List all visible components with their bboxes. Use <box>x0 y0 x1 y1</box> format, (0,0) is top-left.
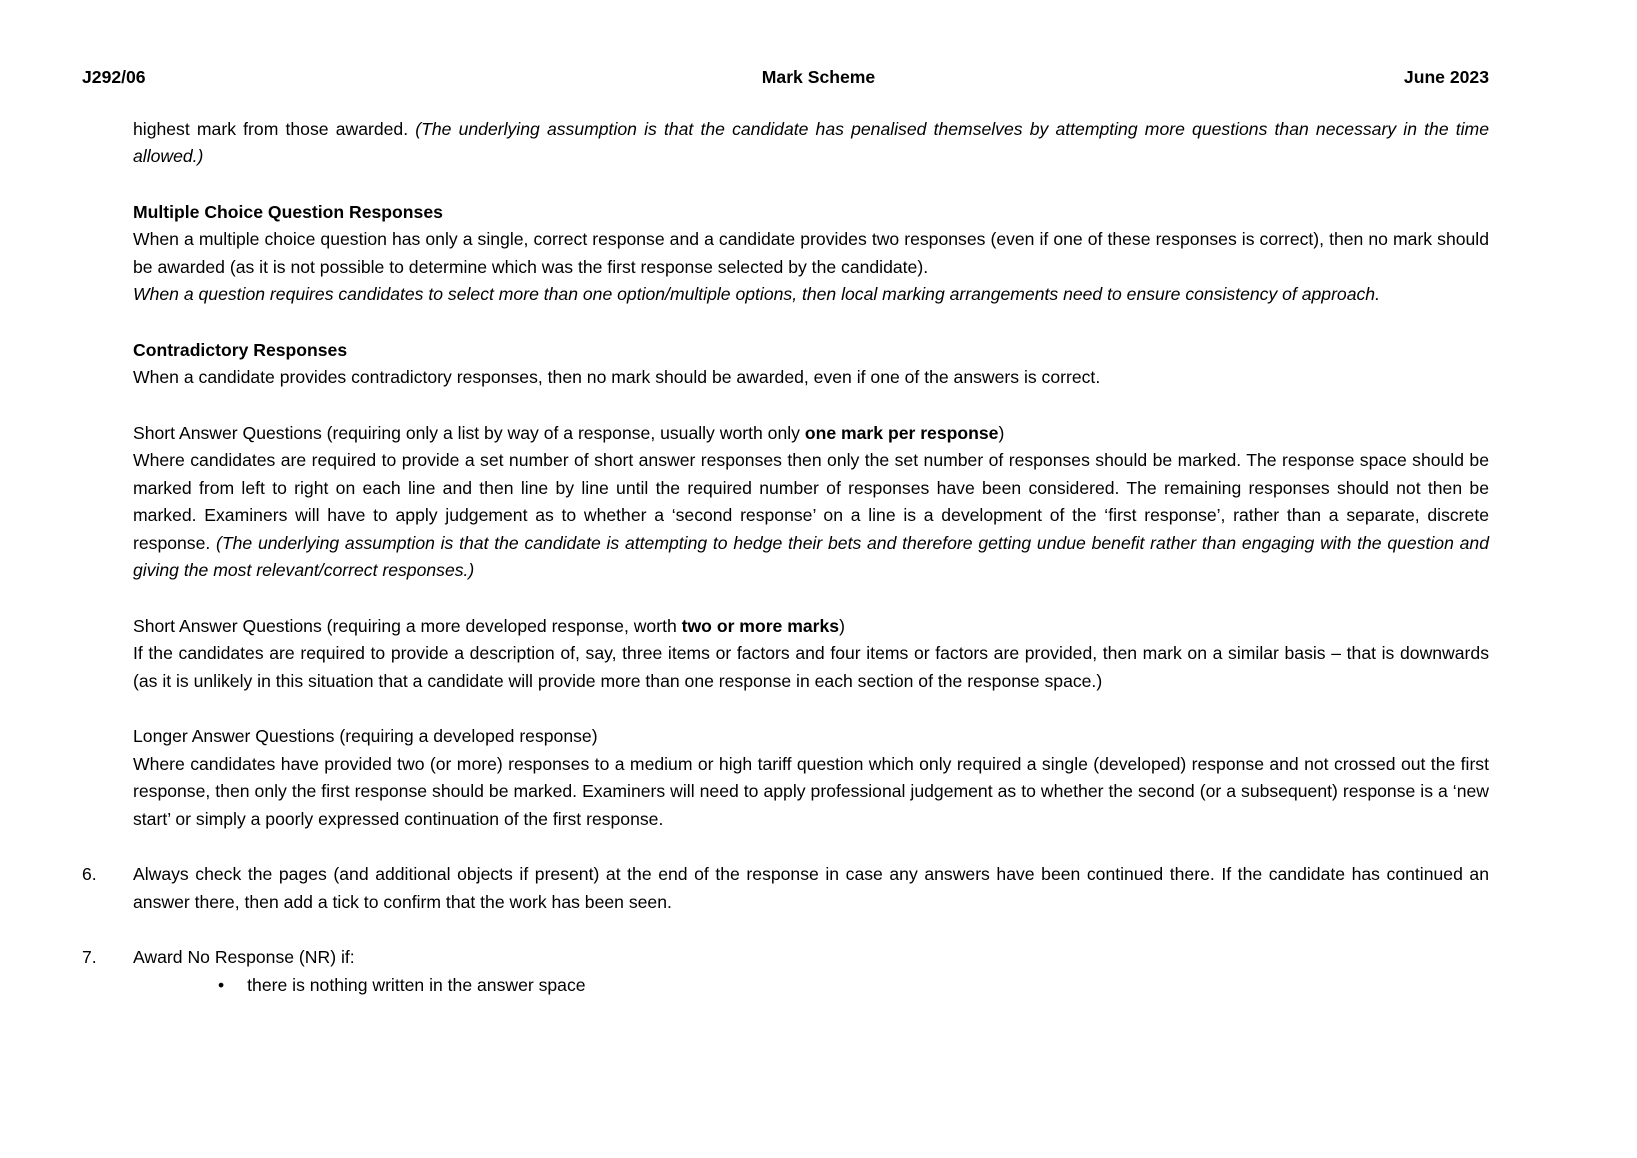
intro-italic-text: (The underlying assumption is that the candidate has penalised themselves by attempting more questions than necessary in the time allowed.) <box>133 118 1490 166</box>
multiple-choice-italic-paragraph: When a question requires candidates to select more than one option/multiple options, then local marking arrangements need to ensure consistency of approach. <box>133 284 1380 304</box>
list-item-6-number: 6. <box>82 864 97 884</box>
heading-short-answer-list <box>133 420 1489 448</box>
document-body <box>82 116 1490 1000</box>
short-answer-developed-heading-start: Short Answer Questions (requiring a more developed response, worth <box>133 615 682 636</box>
short-answer-list-heading-start: Short Answer Questions (requiring only a list by way of a response, usually worth only <box>133 422 805 443</box>
section-longer-answer <box>133 723 1489 833</box>
list-item-7-bullet <box>133 972 1489 1000</box>
multiple-choice-paragraph: When a multiple choice question has only a single, correct response and a candidate provides two responses (even if one of these responses is correct), then no mark should be awarded (as it is not possible to determine which was the first response selected by the candidate). <box>133 229 1489 277</box>
heading-longer-answer: Longer Answer Questions (requiring a developed response) <box>133 726 598 746</box>
list-item-7-paragraph: Award No Response (NR) if: <box>133 947 355 967</box>
heading-short-answer-developed <box>133 613 1489 641</box>
longer-answer-paragraph: Where candidates have provided two (or more) responses to a medium or high tariff question which only required a single (developed) response and not crossed out the first response, then only the first response should be marked. Examiners will need to apply professional judgement as to whether the second (or a subsequent) response is a ‘new start’ or simply a poorly expressed continuation of the first response. <box>133 753 1489 829</box>
section-contradictory <box>133 337 1489 392</box>
list-item-6-paragraph: Always check the pages (and additional objects if present) at the end of the response in case any answers have been continued there. If the candidate has continued an answer there, then add a tick to confirm that the work has been seen. <box>133 864 1489 912</box>
short-answer-list-normal-text: Where candidates are required to provide a set number of short answer responses then only the set number of responses should be marked. The response space should be marked from left to right on each line and then line by line until the required number of responses have been considered. The remaining responses should not then be marked. Examiners will have to apply judgement as to whether a ‘second response’ on a line is a development of the ‘first response’, rather than a separate, discrete response. <box>133 450 1489 553</box>
doc-title: Mark Scheme <box>761 67 876 87</box>
short-answer-list-italic-text: (The underlying assumption is that the candidate is attempting to hedge their bets and therefore getting undue benefit rather than engaging with the question and giving the most relevant/correct responses.) <box>133 532 1489 580</box>
heading-multiple-choice: Multiple Choice Question Responses <box>133 201 443 222</box>
intro-paragraph <box>133 116 1489 171</box>
short-answer-list-heading-end: ) <box>998 422 1005 443</box>
section-short-answer-list <box>133 420 1489 585</box>
doc-date: June 2023 <box>1403 67 1489 87</box>
paragraph-highest-mark <box>133 116 1489 171</box>
intro-normal-text: highest mark from those awarded. <box>133 118 416 139</box>
bullet-text: there is nothing written in the answer space <box>247 974 586 995</box>
contradictory-paragraph: When a candidate provides contradictory responses, then no mark should be awarded, even if one of the answers is correct. <box>133 367 1101 387</box>
bullet-marker: • <box>218 974 225 995</box>
section-multiple-choice <box>133 199 1489 309</box>
short-answer-developed-paragraph: If the candidates are required to provide a description of, say, three items or factors and four items or factors are provided, then mark on a similar basis – that is downwards (as it is unlikely in this situation that a candidate will provide more than one response in each section of the response space.) <box>133 643 1489 691</box>
list-item-6 <box>82 861 1489 916</box>
doc-reference: J292/06 <box>82 67 146 87</box>
document-header <box>0 0 1637 92</box>
short-answer-developed-heading-end: ) <box>839 615 845 636</box>
short-answer-list-paragraph <box>133 447 1489 585</box>
short-answer-list-heading-bold: one mark per response <box>804 422 999 443</box>
heading-contradictory: Contradictory Responses <box>133 339 348 360</box>
list-item-7-number: 7. <box>82 947 97 967</box>
section-short-answer-developed <box>133 613 1489 696</box>
short-answer-developed-heading-bold: two or more marks <box>681 615 840 636</box>
list-item-7 <box>82 944 1489 999</box>
